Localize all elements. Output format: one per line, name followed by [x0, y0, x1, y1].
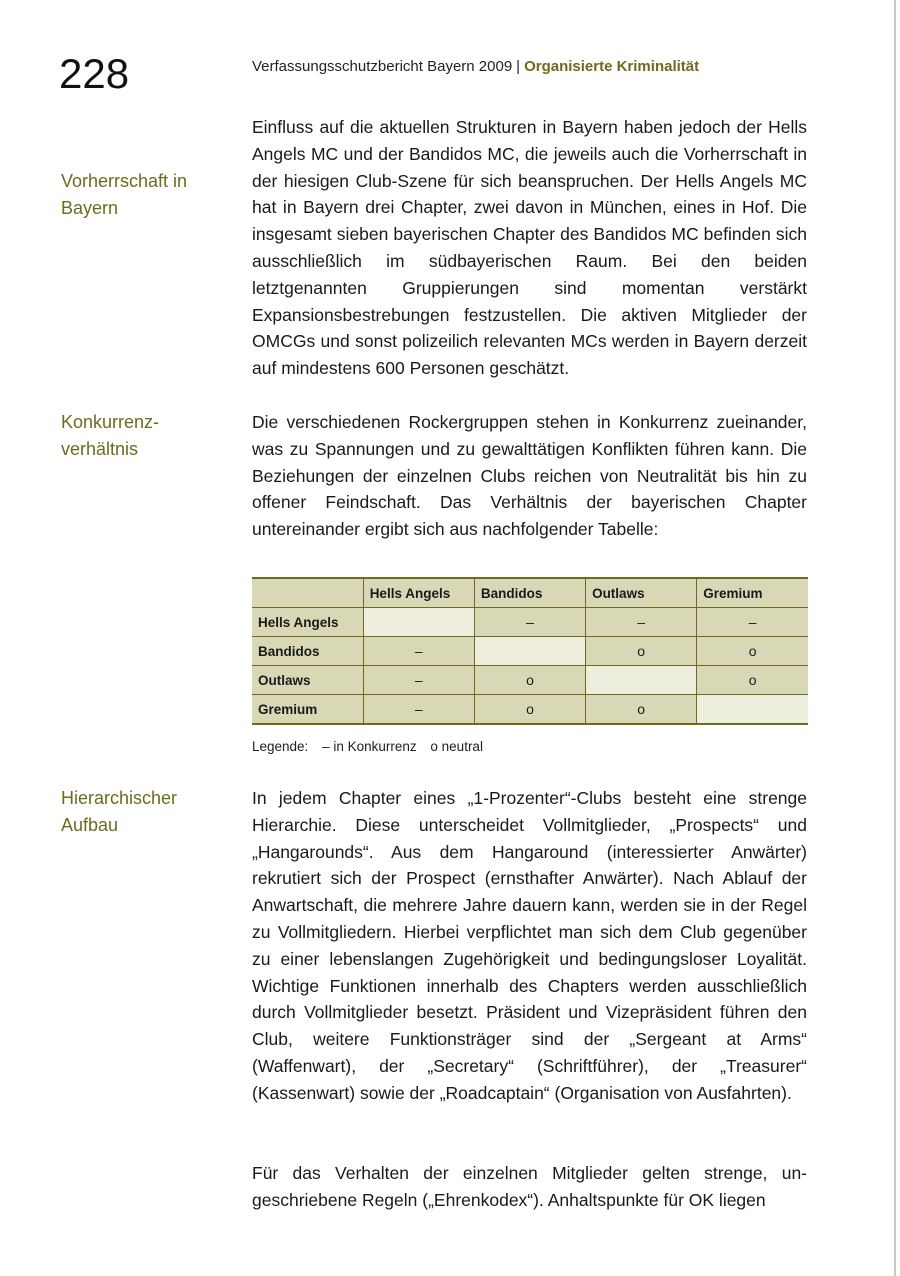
side-heading-konkurrenz: [61, 409, 231, 463]
table-cell: –: [363, 666, 474, 695]
table-cell: o: [474, 666, 585, 695]
legend-label: Legende:: [252, 739, 309, 754]
header-separator: |: [516, 58, 521, 75]
table-legend: [252, 738, 493, 756]
legend-neutral: o neutral: [430, 739, 483, 754]
table-cell: [363, 608, 474, 637]
side-heading-line: Hierarchischer: [61, 788, 178, 808]
report-title: Verfassungsschutzbericht Bayern 2009: [252, 58, 513, 75]
table-row: [252, 695, 808, 725]
relations-table: [252, 577, 808, 725]
table-cell: o: [697, 637, 808, 666]
running-header: [252, 57, 699, 77]
table-cell: –: [697, 608, 808, 637]
table-cell: –: [363, 637, 474, 666]
column-header: Outlaws: [586, 578, 697, 608]
table-cell: o: [586, 695, 697, 725]
table-row: [252, 637, 808, 666]
page-number: 228: [59, 50, 130, 97]
side-heading-line: verhältnis: [61, 439, 139, 459]
table-row: [252, 666, 808, 695]
table-cell: [697, 695, 808, 725]
side-heading-line: Konkurrenz-: [61, 412, 160, 432]
column-header: Bandidos: [474, 578, 585, 608]
side-heading-line: Aufbau: [61, 815, 119, 835]
table-cell: o: [697, 666, 808, 695]
column-header: Gremium: [697, 578, 808, 608]
paragraph-einfluss: Einfluss auf die aktuellen Strukturen in Bayern haben jedoch der Hells Angels MC und der Bandidos MC, die jeweils auch die Vorherrschaft in der hiesigen Club-Szene für sich beanspruchen. Der Hells Angels MC hat in Bayern drei Chapter, zwei davon in München, eines in Hof. Die insgesamt sieben bayerischen Chapter des Bandidos MC befinden sich ausschließlich im südbayerischen Raum. Bei den beiden letztgenannten Gruppierungen sind momentan verstärkt Expansionsbestrebungen festzustellen. Die aktiven Mitglieder der OMCGs und sonst polizeilich relevanten MCs werden in Bayern derzeit auf mindestens 600 Personen geschätzt.: [252, 117, 807, 379]
row-header: Gremium: [252, 695, 363, 725]
table-corner-cell: [252, 578, 363, 608]
table-cell: [586, 666, 697, 695]
page-edge-line: [894, 0, 896, 1276]
table-cell: o: [586, 637, 697, 666]
paragraph-verhalten: Für das Verhalten der einzelnen Mitglieder gelten strenge, ungeschriebene Regeln („Ehrenkodex“). Anhaltspunkte für OK liegen: [252, 1163, 807, 1210]
table-cell: –: [474, 608, 585, 637]
table-cell: –: [363, 695, 474, 725]
row-header: Bandidos: [252, 637, 363, 666]
side-heading-hierarchie: [61, 785, 231, 839]
table-header-row: [252, 578, 808, 608]
legend-competition: – in Konkurrenz: [322, 739, 417, 754]
side-heading-line: Vorherrschaft in: [61, 171, 188, 191]
table-cell: o: [474, 695, 585, 725]
row-header: Hells Angels: [252, 608, 363, 637]
row-header: Outlaws: [252, 666, 363, 695]
table-row: [252, 608, 808, 637]
paragraph-hierarchie: In jedem Chapter eines „1-Prozenter“-Clubs besteht eine strenge Hierarchie. Diese unterscheidet Vollmitglieder, „Prospects“ und „Hangarounds“. Aus dem Hangaround (interessierter Anwärter) rekrutiert sich der Prospect (ernsthafter Anwärter). Nach Ablauf der Anwartschaft, die mehrere Jahre dauern kann, werden sie in der Regel zu Vollmitgliedern. Hierbei verpflichtet man sich dem Club gegenüber zu einer lebenslangen Zugehörigkeit und bedingungsloser Loyalität. Wichtige Funktionen innerhalb des Chapters werden ausschließlich durch Vollmitglieder besetzt. Präsident und Vizepräsident führen den Club, weitere Funktionsträger sind der „Sergeant at Arms“ (Waffenwart), der „Secretary“ (Schriftführer), der „Treasurer“ (Kassenwart) sowie der „Roadcaptain“ (Organisation von Ausfahrten).: [252, 788, 807, 1103]
table-cell: –: [586, 608, 697, 637]
section-title: Organisierte Kriminalität: [524, 58, 700, 75]
column-header: Hells Angels: [363, 578, 474, 608]
table-cell: [474, 637, 585, 666]
side-heading-vorherrschaft: [61, 168, 231, 222]
paragraph-konkurrenz: Die verschiedenen Rockergruppen stehen in Konkurrenz zueinander, was zu Spannungen und zu gewalttätigen Konflikten führen kann. Die Beziehungen der einzelnen Clubs reichen von Neutralität bis hin zu offener Feindschaft. Das Verhältnis der bayerischen Chapter untereinander ergibt sich aus nachfolgender Tabelle:: [252, 412, 807, 540]
side-heading-line: Bayern: [61, 198, 119, 218]
